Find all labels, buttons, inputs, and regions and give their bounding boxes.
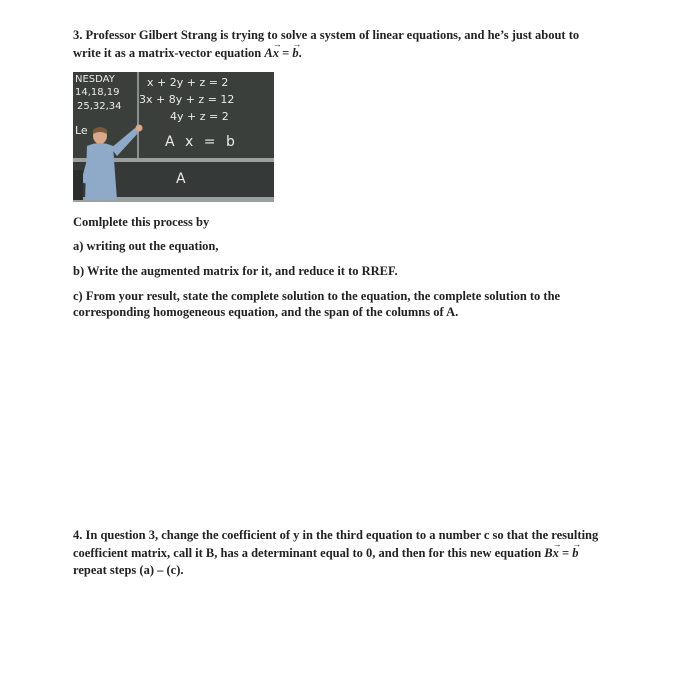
instruction-c-text-2: corresponding homogeneous equation, and the span of the columns of A. — [73, 305, 459, 319]
professor-figure — [73, 72, 274, 202]
vector-x-q4: → x — [553, 545, 559, 562]
vector-b: → b — [292, 45, 298, 62]
board-nums-1: 14,18,19 — [75, 87, 120, 98]
board-eq-1: x + 2y + z = 2 — [147, 76, 229, 89]
q4-text-1: 4. In question 3, change the coefficient of y in the third equation to a number c so that the resulting — [73, 528, 599, 542]
question-4-line-1 — [73, 527, 603, 544]
matrix-b: B — [544, 546, 553, 560]
vector-x: → x — [273, 45, 279, 62]
q3-text-2: write it as a matrix-vector equation — [73, 46, 265, 60]
board-eq-3: 4y + z = 2 — [170, 110, 229, 123]
instruction-b — [73, 263, 603, 280]
q4-text-2: coefficient matrix, call it B, has a determinant equal to 0, and then for this new equation — [73, 546, 545, 560]
instruction-c-line-2 — [73, 304, 603, 321]
vector-b-q4: → b — [572, 545, 578, 562]
instruction-a-text: a) writing out the equation, — [73, 239, 219, 253]
board-lower-label: A — [176, 171, 186, 187]
board-eq-2: 3x + 8y + z = 12 — [139, 93, 235, 106]
period: . — [298, 46, 302, 60]
board-eq-4: A x = b — [165, 134, 238, 150]
instruction-c-line-1 — [73, 288, 603, 305]
q3-text-1: 3. Professor Gilbert Strang is trying to solve a system of linear equations, and he’s just about to — [73, 28, 580, 42]
equals-sign: = — [278, 46, 293, 60]
instruction-c-text-1: c) From your result, state the complete solution to the equation, the complete solution to the — [73, 289, 561, 303]
board-le: Le — [75, 124, 88, 137]
question-3-line-1 — [73, 27, 603, 44]
board-nums-2: 25,32,34 — [77, 101, 122, 112]
question-4-line-2 — [73, 545, 603, 562]
lecture-photo — [73, 72, 274, 202]
equals-sign-q4: = — [558, 546, 573, 560]
question-3-line-2 — [73, 45, 603, 62]
q4-text-3: repeat steps (a) – (c). — [73, 563, 184, 577]
instruction-a — [73, 238, 603, 255]
instructions-intro — [73, 214, 603, 231]
board-day: NESDAY — [75, 74, 115, 85]
matrix-a: A — [264, 46, 273, 60]
question-4-line-3 — [73, 562, 603, 579]
instruction-b-text: b) Write the augmented matrix for it, and reduce it to RREF. — [73, 264, 398, 278]
intro-text: Comlplete this process by — [73, 215, 210, 229]
